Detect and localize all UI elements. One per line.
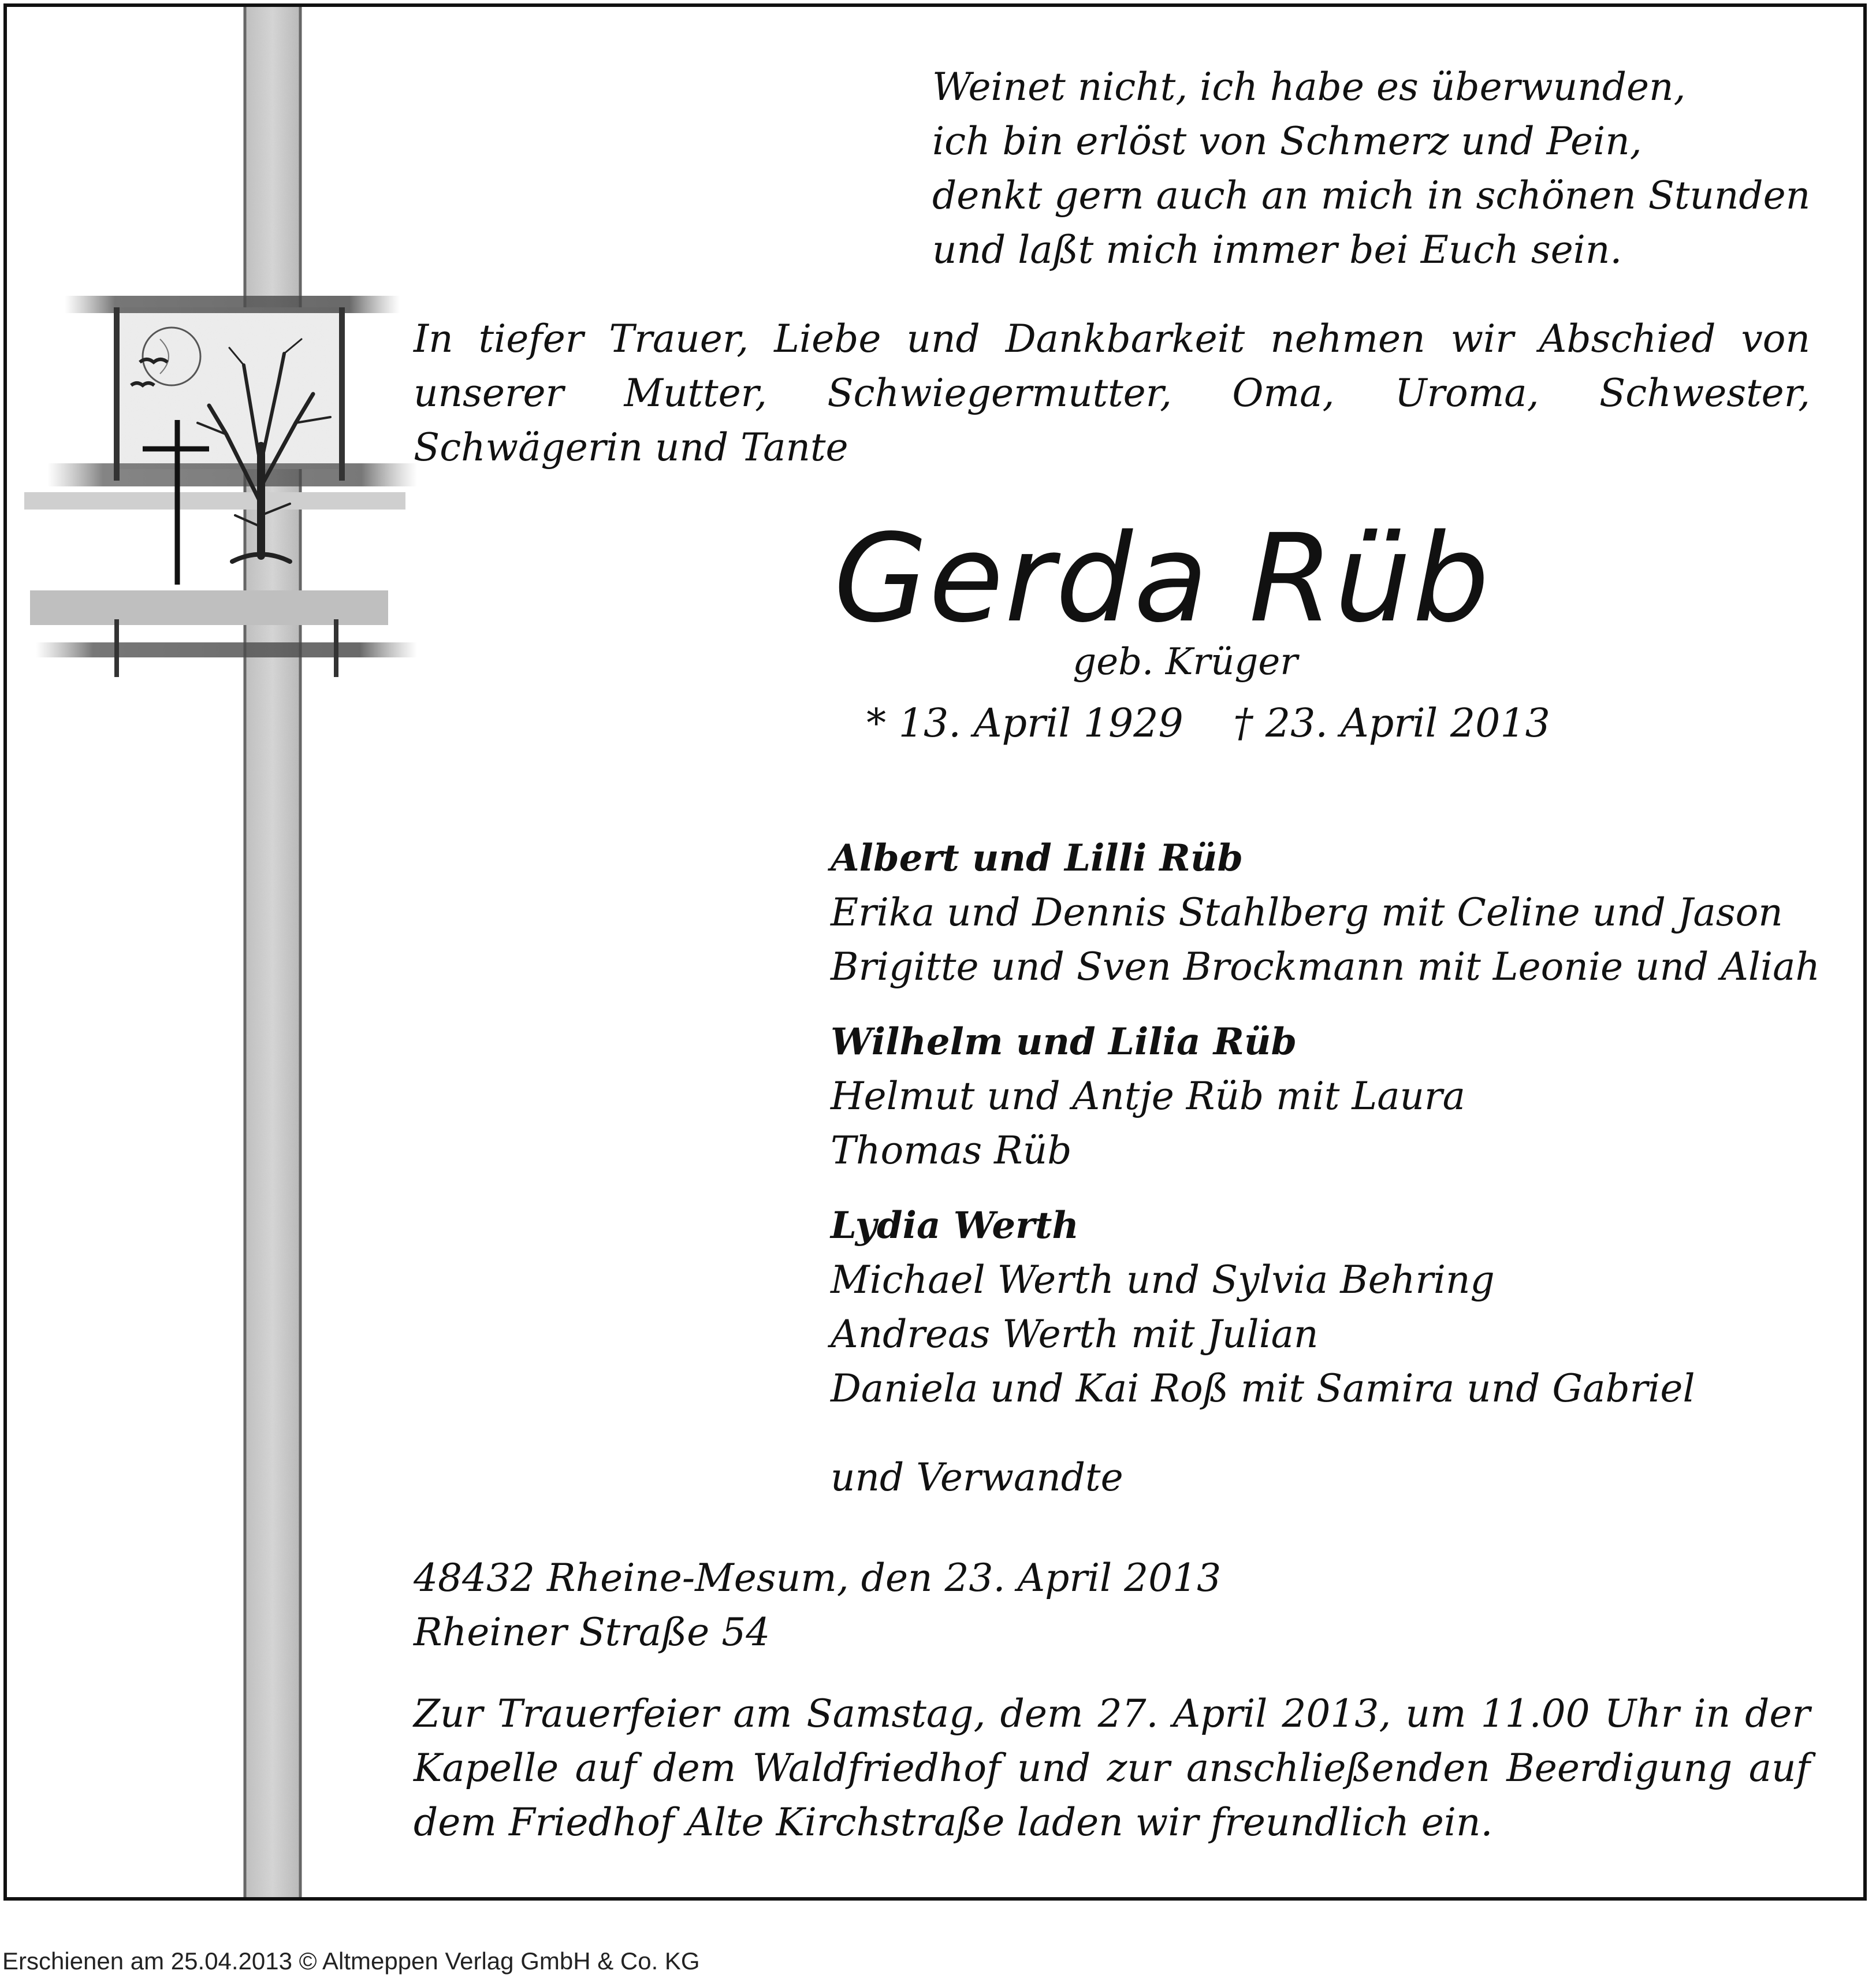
- memorial-illustration: [7, 7, 434, 1901]
- intro-text: In tiefer Trauer, Liebe und Dankbarkeit nehmen wir Abschied von unserer Mutter, Schwiegermutter, Oma, Uroma, Schwester, Schwägerin und Tante: [414, 317, 1810, 470]
- mourner-group: [831, 1015, 1867, 1178]
- mourner-member: Daniela und Kai Roß mit Samira und Gabriel: [831, 1366, 1695, 1411]
- mourner-member: Helmut und Antje Rüb mit Laura: [831, 1074, 1465, 1118]
- obituary-frame: [3, 3, 1867, 1901]
- mourner-member: Thomas Rüb: [831, 1128, 1072, 1173]
- poem-line: Weinet nicht, ich habe es überwunden,: [932, 65, 1686, 109]
- mourner-member: Erika und Dennis Stahlberg mit Celine und Jason: [831, 890, 1783, 935]
- mourner-member: Andreas Werth mit Julian: [831, 1312, 1319, 1356]
- poem-line: und laßt mich immer bei Euch sein.: [932, 228, 1622, 272]
- life-dates: [700, 698, 1717, 750]
- address-line-1: 48432 Rheine-Mesum, den 23. April 2013: [414, 1556, 1222, 1600]
- mourner-group-head: Lydia Werth: [831, 1204, 1079, 1247]
- birth-date: * 13. April 1929: [866, 701, 1183, 746]
- maiden-name: geb. Krüger: [1073, 641, 1298, 683]
- poem-line: denkt gern auch an mich in schönen Stunden: [932, 173, 1811, 218]
- mourner-group: [831, 1199, 1867, 1416]
- mourner-member: Brigitte und Sven Brockmann mit Leonie und Aliah: [831, 945, 1821, 989]
- mourner-member: Michael Werth und Sylvia Behring: [831, 1258, 1495, 1302]
- death-date: † 23. April 2013: [1233, 701, 1550, 746]
- scene-frame: [24, 296, 417, 677]
- address-line-2: Rheiner Straße 54: [414, 1610, 770, 1654]
- mourners-list: [831, 831, 1867, 1437]
- vertical-band: [244, 7, 302, 1901]
- funeral-notice: Zur Trauerfeier am Samstag, dem 27. April 2013, um 11.00 Uhr in der Kapelle auf dem Waldfriedhof und zur anschließenden Beerdigung auf dem Friedhof Alte Kirchstraße laden wir freundlich ein.: [414, 1691, 1810, 1845]
- poem-line: ich bin erlöst von Schmerz und Pein,: [932, 119, 1642, 163]
- mourner-group-head: Albert und Lilli Rüb: [831, 836, 1244, 880]
- address-block: [414, 1551, 1221, 1660]
- mourner-group-head: Wilhelm und Lilia Rüb: [831, 1020, 1297, 1064]
- publication-footer: Erschienen am 25.04.2013 © Altmeppen Verlag GmbH & Co. KG: [2, 1947, 700, 1975]
- relatives-line: und Verwandte: [831, 1455, 1123, 1500]
- deceased-name: Gerda Rüb: [833, 508, 1491, 649]
- poem: [932, 60, 1833, 277]
- mourner-group: [831, 831, 1867, 994]
